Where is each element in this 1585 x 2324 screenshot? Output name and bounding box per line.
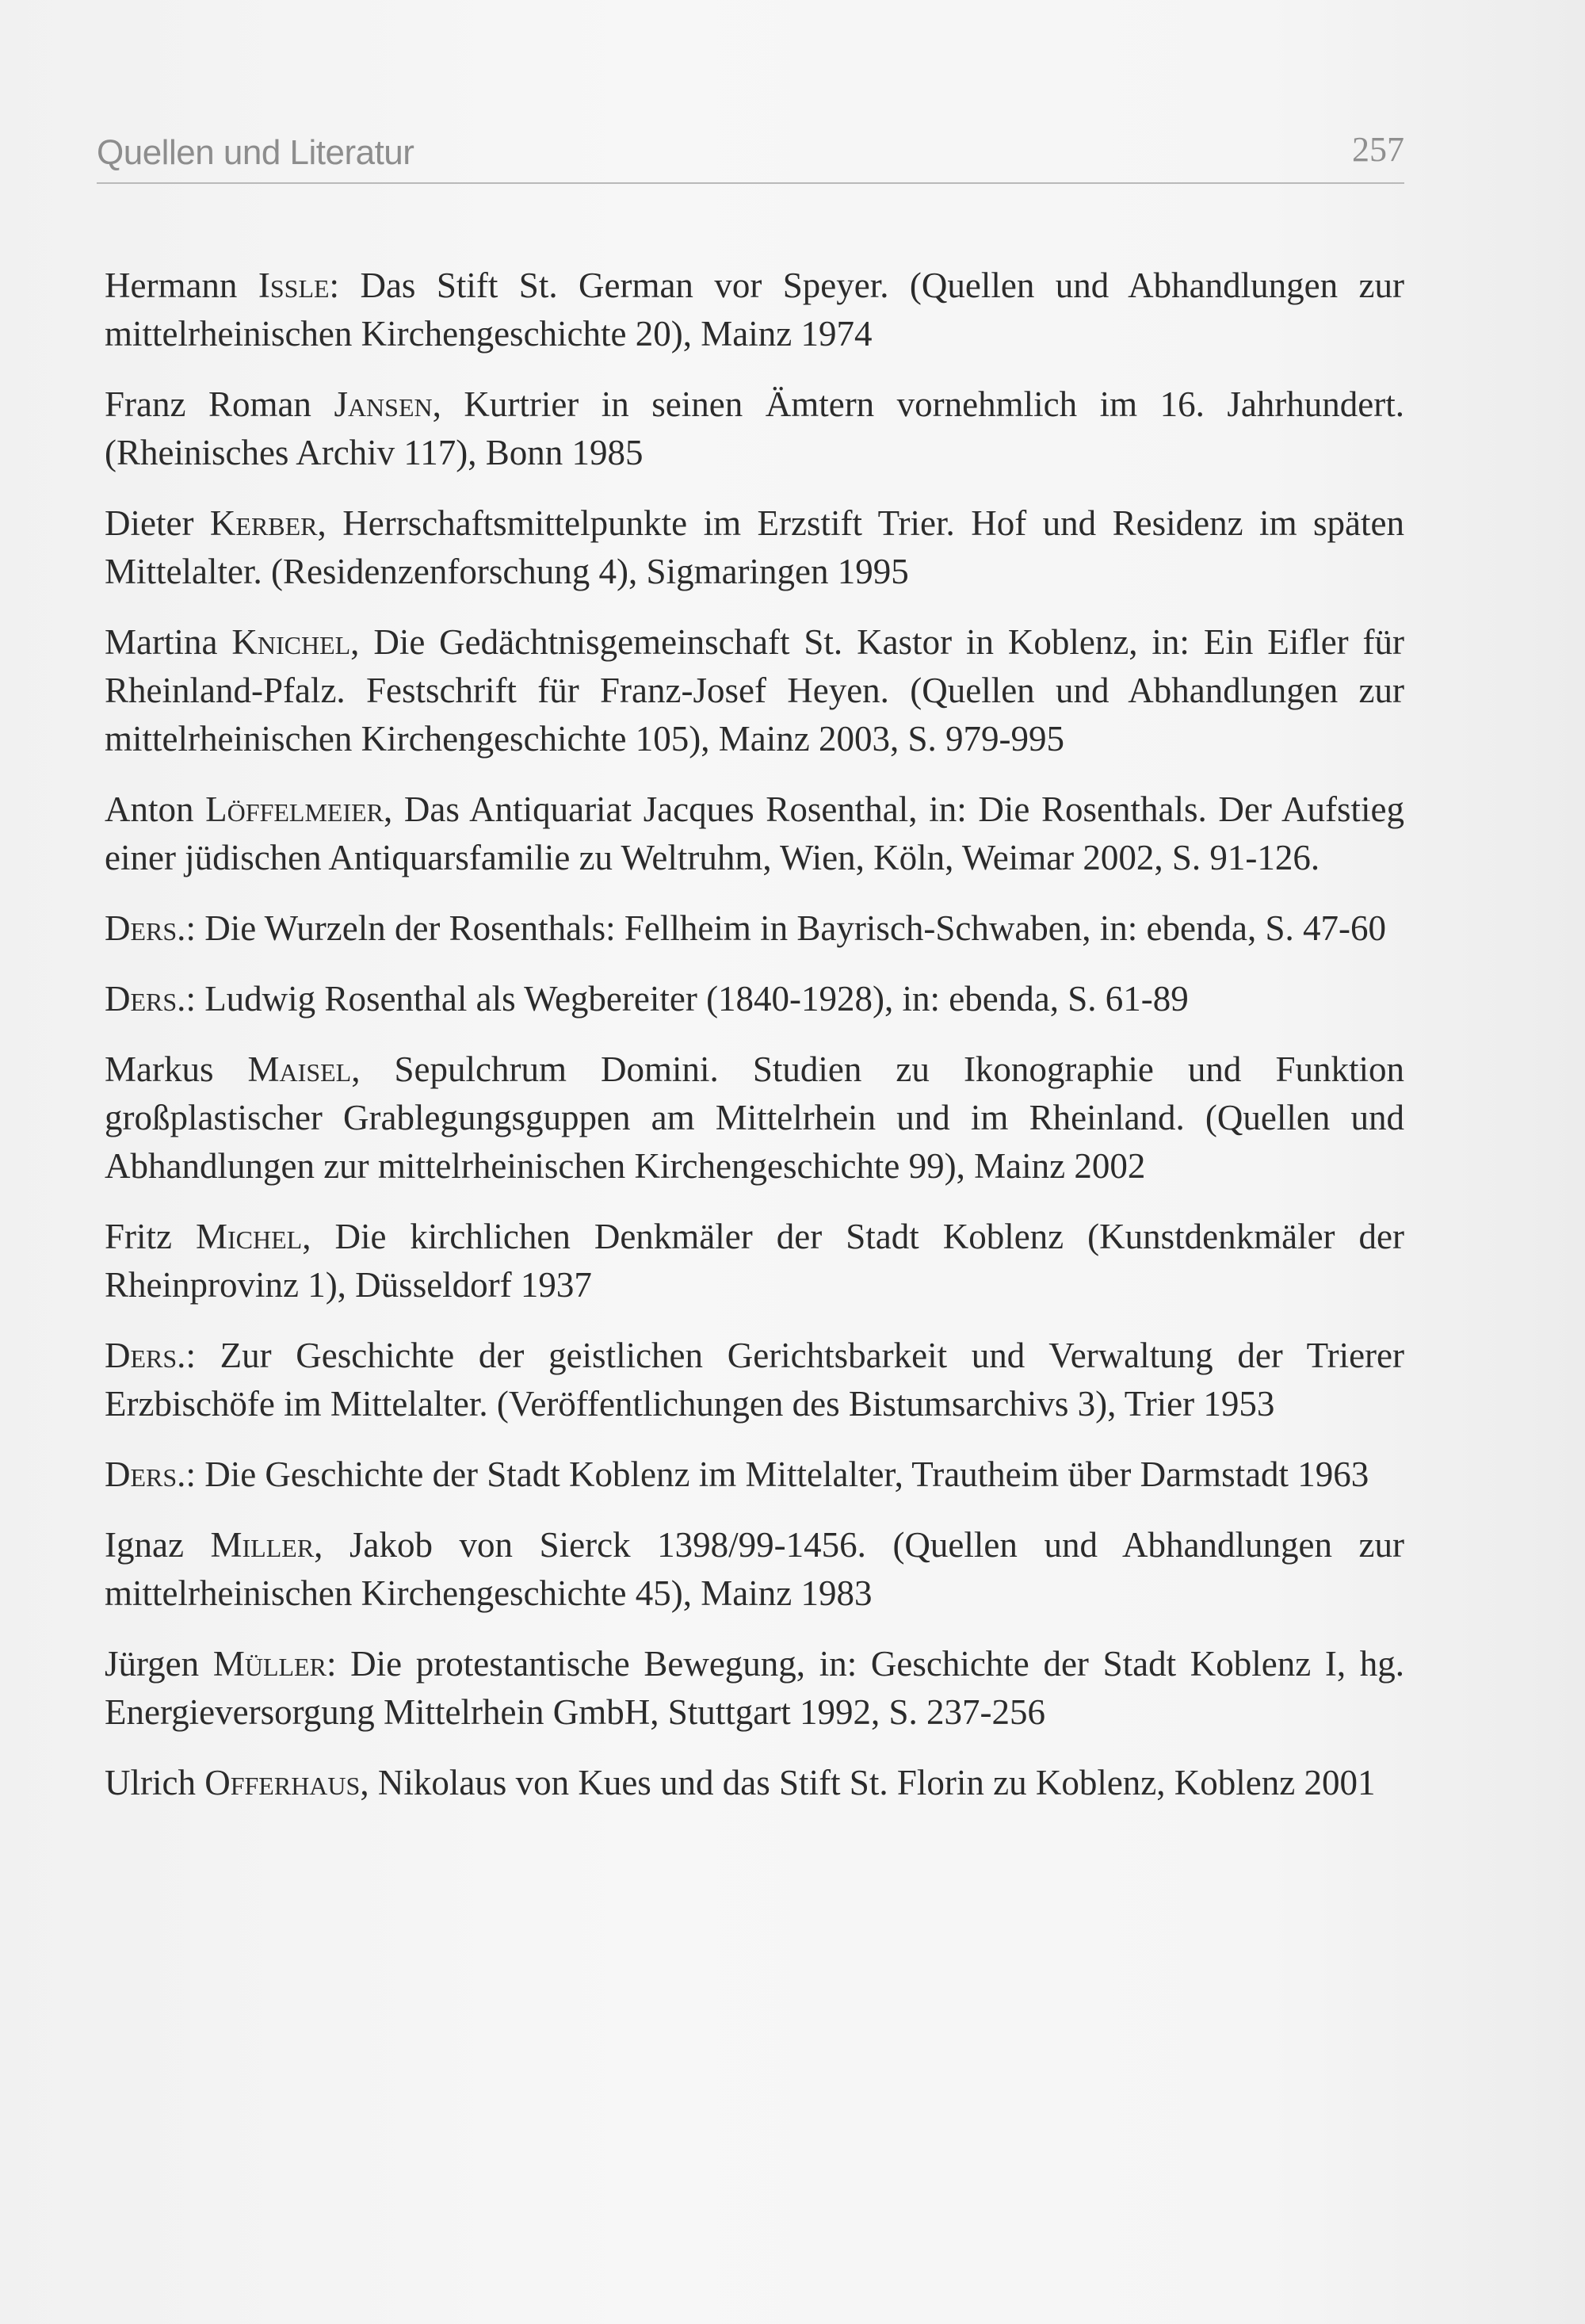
bibliography-entry (105, 1332, 1404, 1428)
author-first-name: Anton (105, 789, 194, 829)
bibliography-entry (105, 975, 1404, 1023)
author-surname: Knichel (231, 622, 351, 662)
entry-text: , Jakob von Sierck 1398/99-1456. (Quellen und Abhandlungen zur mittelrheinischen Kirchengeschichte 45), Mainz 1983 (105, 1525, 1405, 1613)
author-surname: Löffelmeier (205, 789, 384, 829)
author-surname: Ders. (105, 908, 186, 948)
bibliography-entry (105, 904, 1404, 953)
author-first-name: Franz Roman (105, 384, 311, 424)
running-head (97, 119, 1404, 184)
entry-text: , Die kirchlichen Denkmäler der Stadt Koblenz (Kunstdenkmäler der Rheinprovinz 1), Düsseldorf 1937 (105, 1217, 1404, 1305)
bibliography-entry (105, 1045, 1404, 1191)
author-surname: Issle (258, 266, 330, 305)
author-first-name: Ignaz (105, 1525, 184, 1565)
bibliography-entry (105, 618, 1404, 763)
entry-text: , Herrschaftsmittelpunkte im Erzstift Trier. Hof und Residenz im späten Mittelalter. (Residenzenforschung 4), Sigmaringen 1995 (105, 503, 1404, 591)
entry-text: , Kurtrier in seinen Ämtern vornehmlich im 16. Jahrhundert. (Rheinisches Archiv 117), Bonn 1985 (105, 384, 1405, 472)
bibliography-list (105, 262, 1404, 1829)
author-surname: Ders. (105, 1454, 186, 1494)
author-first-name: Hermann (105, 266, 238, 305)
author-first-name: Ulrich (105, 1763, 196, 1802)
author-surname: Miller (210, 1525, 315, 1565)
entry-text: : Zur Geschichte der geistlichen Gerichtsbarkeit und Verwaltung der Trierer Erzbischöfe im Mittelalter. (Veröffentlichungen des Bistumsarchivs 3), Trier 1953 (105, 1336, 1404, 1424)
author-first-name: Martina (105, 622, 218, 662)
author-surname: Ders. (105, 979, 186, 1019)
entry-text: , Das Antiquariat Jacques Rosenthal, in: Die Rosenthals. Der Aufstieg einer jüdischen Antiquarsfamilie zu Weltruhm, Wien, Köln, Weimar 2002, S. 91-126. (105, 789, 1405, 877)
author-first-name: Fritz (105, 1217, 172, 1256)
entry-text: : Die Wurzeln der Rosenthals: Fellheim in Bayrisch-Schwaben, in: ebenda, S. 47-60 (185, 908, 1386, 948)
author-surname: Kerber (209, 503, 318, 543)
entry-text: , Nikolaus von Kues und das Stift St. Florin zu Koblenz, Koblenz 2001 (360, 1763, 1376, 1802)
author-surname: Müller (212, 1644, 327, 1684)
bibliography-entry (105, 785, 1404, 882)
author-surname: Ders. (105, 1336, 186, 1375)
running-head-title: Quellen und Literatur (97, 133, 414, 172)
author-surname: Michel (196, 1217, 303, 1256)
author-first-name: Dieter (105, 503, 194, 543)
entry-text: : Die Geschichte der Stadt Koblenz im Mittelalter, Trautheim über Darmstadt 1963 (185, 1454, 1369, 1494)
bibliography-entry (105, 1640, 1404, 1737)
author-surname: Offerhaus (204, 1763, 361, 1802)
page-number: 257 (1352, 130, 1404, 169)
bibliography-entry (105, 1521, 1404, 1618)
entry-text: , Die Gedächtnisgemeinschaft St. Kastor in Koblenz, in: Ein Eifler für Rheinland-Pfalz. Festschrift für Franz-Josef Heyen. (Quellen und Abhandlungen zur mittelrheinischen Kirchengeschichte 105), Mainz 2003, S. 979-995 (105, 622, 1405, 759)
bibliography-entry (105, 1759, 1404, 1807)
bibliography-entry (105, 499, 1404, 596)
author-surname: Maisel (247, 1049, 352, 1089)
bibliography-entry (105, 262, 1404, 358)
entry-text: , Sepulchrum Domini. Studien zu Ikonographie und Funktion großplastischer Grablegungsguppen am Mittelrhein und im Rheinland. (Quellen und Abhandlungen zur mittelrheinischen Kirchengeschichte 99), Mainz 2002 (105, 1049, 1404, 1186)
bibliography-entry (105, 1213, 1404, 1309)
bibliography-entry (105, 380, 1404, 477)
bibliography-entry (105, 1451, 1404, 1499)
entry-text: : Das Stift St. German vor Speyer. (Quellen und Abhandlungen zur mittelrheinischen Kirchengeschichte 20), Mainz 1974 (105, 266, 1404, 354)
entry-text: : Die protestantische Bewegung, in: Geschichte der Stadt Koblenz I, hg. Energieversorgung Mittelrhein GmbH, Stuttgart 1992, S. 237-256 (105, 1644, 1405, 1732)
author-first-name: Jürgen (105, 1644, 200, 1684)
author-first-name: Markus (105, 1049, 214, 1089)
entry-text: : Ludwig Rosenthal als Wegbereiter (1840-1928), in: ebenda, S. 61-89 (185, 979, 1189, 1019)
author-surname: Jansen (334, 384, 433, 424)
